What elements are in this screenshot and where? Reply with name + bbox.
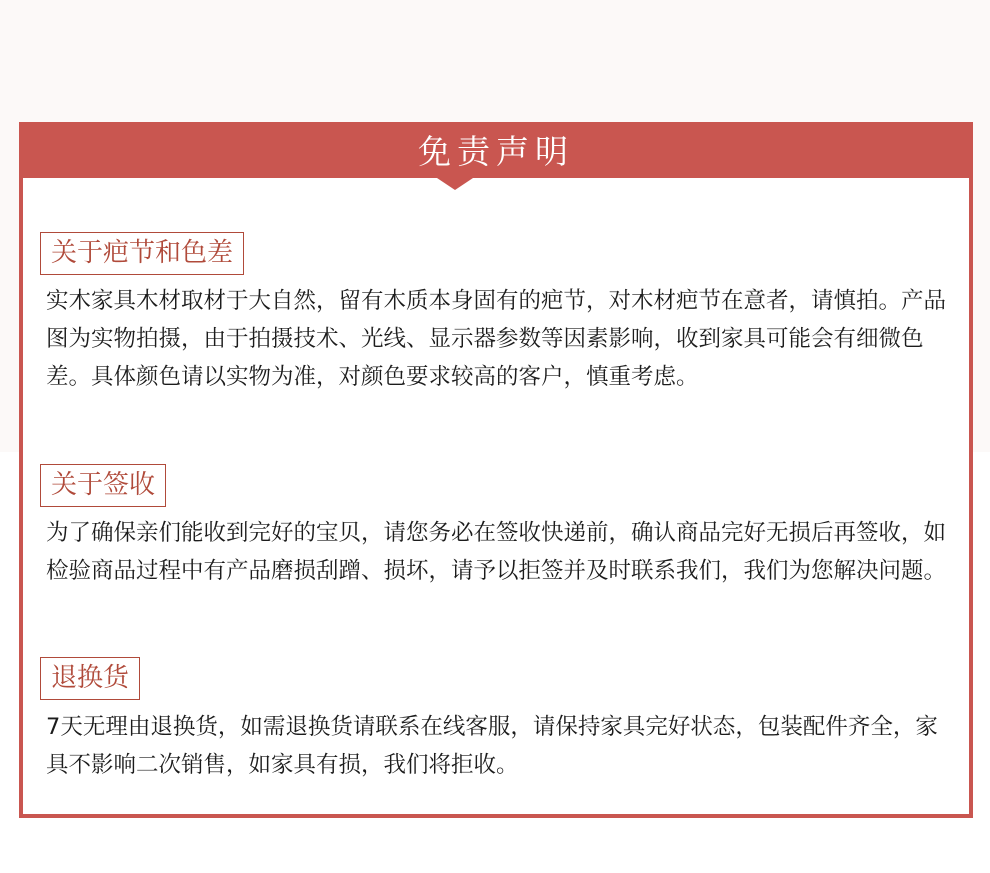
section-text-returns: 7天无理由退换货，如需退换货请联系在线客服，请保持家具完好状态，包装配件齐全，家具不影响二次销售，如家具有损，我们将拒收。 xyxy=(46,714,938,778)
section-label-signing: 关于签收 xyxy=(40,464,166,507)
section-text-signing: 为了确保亲们能收到完好的宝贝，请您务必在签收快递前，确认商品完好无损后再签收，如检验商品过程中有产品磨损刮蹭、损坏，请予以拒签并及时联系我们，我们为您解决问题。 xyxy=(46,520,947,584)
page-title: 免责声明 xyxy=(418,132,574,171)
section-text-knots-color: 实木家具木材取材于大自然，留有木质本身固有的疤节，对木材疤节在意者，请慎拍。产品图为实物拍摄，由于拍摄技术、光线、显示器参数等因素影响，收到家具可能会有细微色差。具体颜色请以实物为准，对颜色要求较高的客户，慎重考虑。 xyxy=(46,288,947,390)
section-label-knots-color: 关于疤节和色差 xyxy=(40,232,244,275)
section-label-returns: 退换货 xyxy=(40,657,140,700)
header-pointer-arrow xyxy=(437,178,473,190)
disclaimer-panel xyxy=(19,122,973,818)
panel-header xyxy=(23,126,969,178)
